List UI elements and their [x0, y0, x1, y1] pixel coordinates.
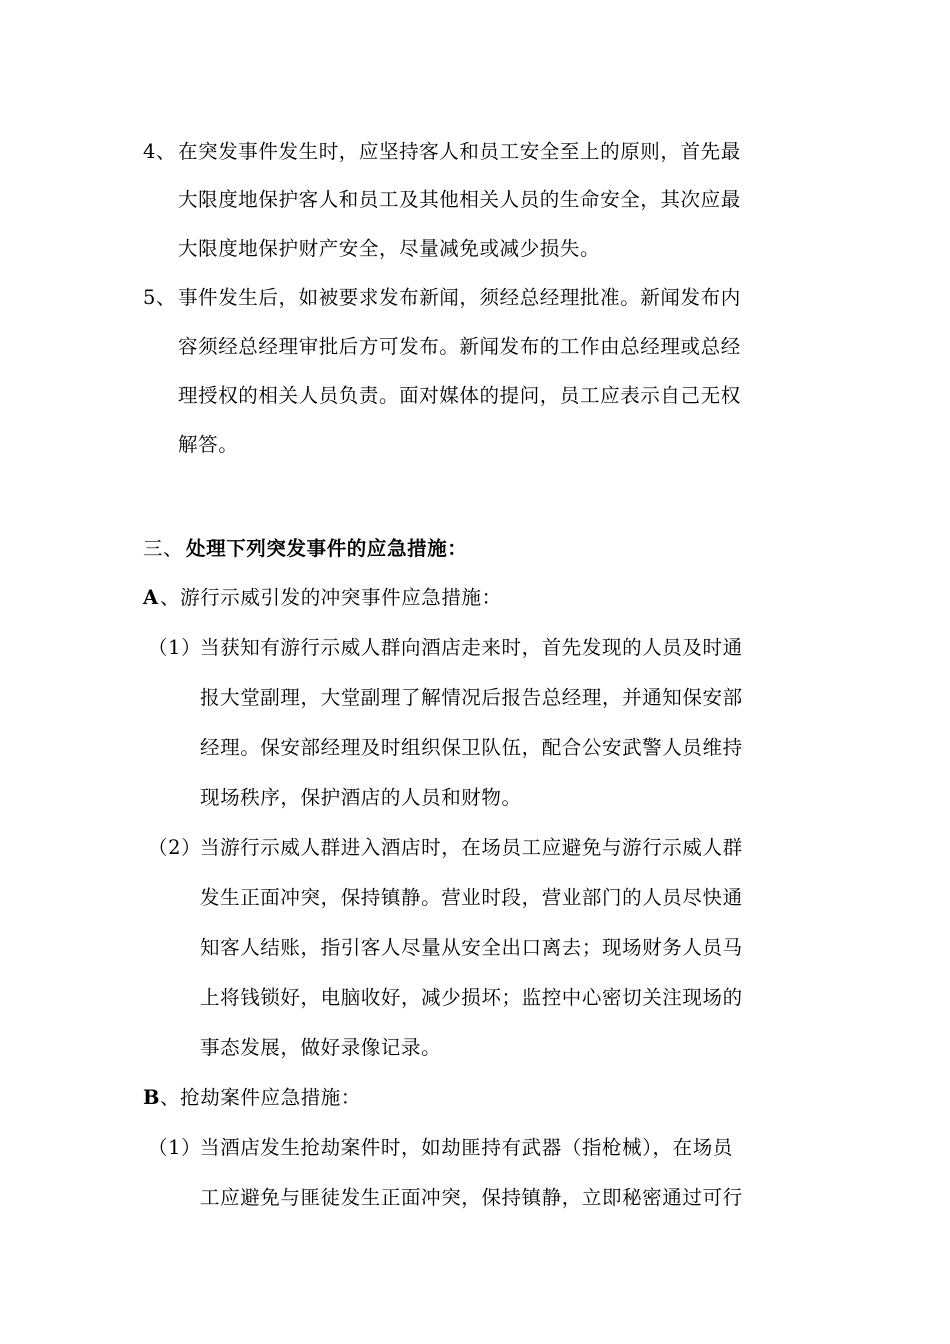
section-a-item-1-number: （1）: [148, 636, 202, 659]
section-b-item-1-number: （1）: [148, 1136, 202, 1159]
section-3-prefix: 三、: [143, 537, 184, 560]
section-3-title: 处理下列突发事件的应急措施：: [186, 537, 468, 560]
item-5-line-1: 事件发生后，如被要求发布新闻，须经总经理批准。新闻发布内: [178, 286, 741, 309]
section-a-item-1-line-3: 经理。保安部经理及时组织保卫队伍，配合公安武警人员维持: [200, 736, 743, 759]
section-a-letter: A: [143, 586, 159, 609]
section-a-item-2-line-4: 上将钱锁好，电脑收好，减少损坏；监控中心密切关注现场的: [200, 986, 743, 1009]
section-a-item-2-line-2: 发生正面冲突，保持镇静。营业时段，营业部门的人员尽快通: [200, 886, 743, 909]
item-4-line-3: 大限度地保护财产安全，尽量减免或减少损失。: [178, 237, 601, 260]
section-a-item-1-line-4: 现场秩序，保护酒店的人员和财物。: [200, 786, 522, 809]
section-a-item-2-number: （2）: [148, 836, 202, 859]
section-b-letter: B: [143, 1086, 161, 1109]
section-a-item-1-line-2: 报大堂副理，大堂副理了解情况后报告总经理，并通知保安部: [200, 686, 743, 709]
section-a-item-2-line-3: 知客人结账，指引客人尽量从安全出口离去；现场财务人员马: [200, 936, 743, 959]
item-4-line-2: 大限度地保护客人和员工及其他相关人员的生命安全，其次应最: [178, 188, 741, 211]
section-a-item-1-line-1: 当获知有游行示威人群向酒店走来时，首先发现的人员及时通: [200, 636, 743, 659]
section-b-item-1-line-2: 工应避免与匪徒发生正面冲突，保持镇静，立即秘密通过可行: [200, 1186, 743, 1209]
section-b-title: 、抢劫案件应急措施：: [160, 1086, 362, 1109]
section-a-title: 、游行示威引发的冲突事件应急措施：: [160, 586, 502, 609]
item-5-number: 5、: [143, 286, 177, 309]
item-4-number: 4、: [143, 140, 177, 163]
item-5-line-3: 理授权的相关人员负责。面对媒体的提问，员工应表示自己无权: [178, 384, 741, 407]
section-a-item-2-line-5: 事态发展，做好录像记录。: [200, 1036, 442, 1059]
section-a-item-2-line-1: 当游行示威人群进入酒店时，在场员工应避免与游行示威人群: [200, 836, 743, 859]
item-5-line-2: 容须经总经理审批后方可发布。新闻发布的工作由总经理或总经: [178, 335, 741, 358]
item-4-line-1: 在突发事件发生时，应坚持客人和员工安全至上的原则，首先最: [178, 140, 741, 163]
section-b-item-1-line-1: 当酒店发生抢劫案件时，如劫匪持有武器（指枪械），在场员: [200, 1136, 733, 1159]
item-5-line-4: 解答。: [178, 433, 239, 456]
